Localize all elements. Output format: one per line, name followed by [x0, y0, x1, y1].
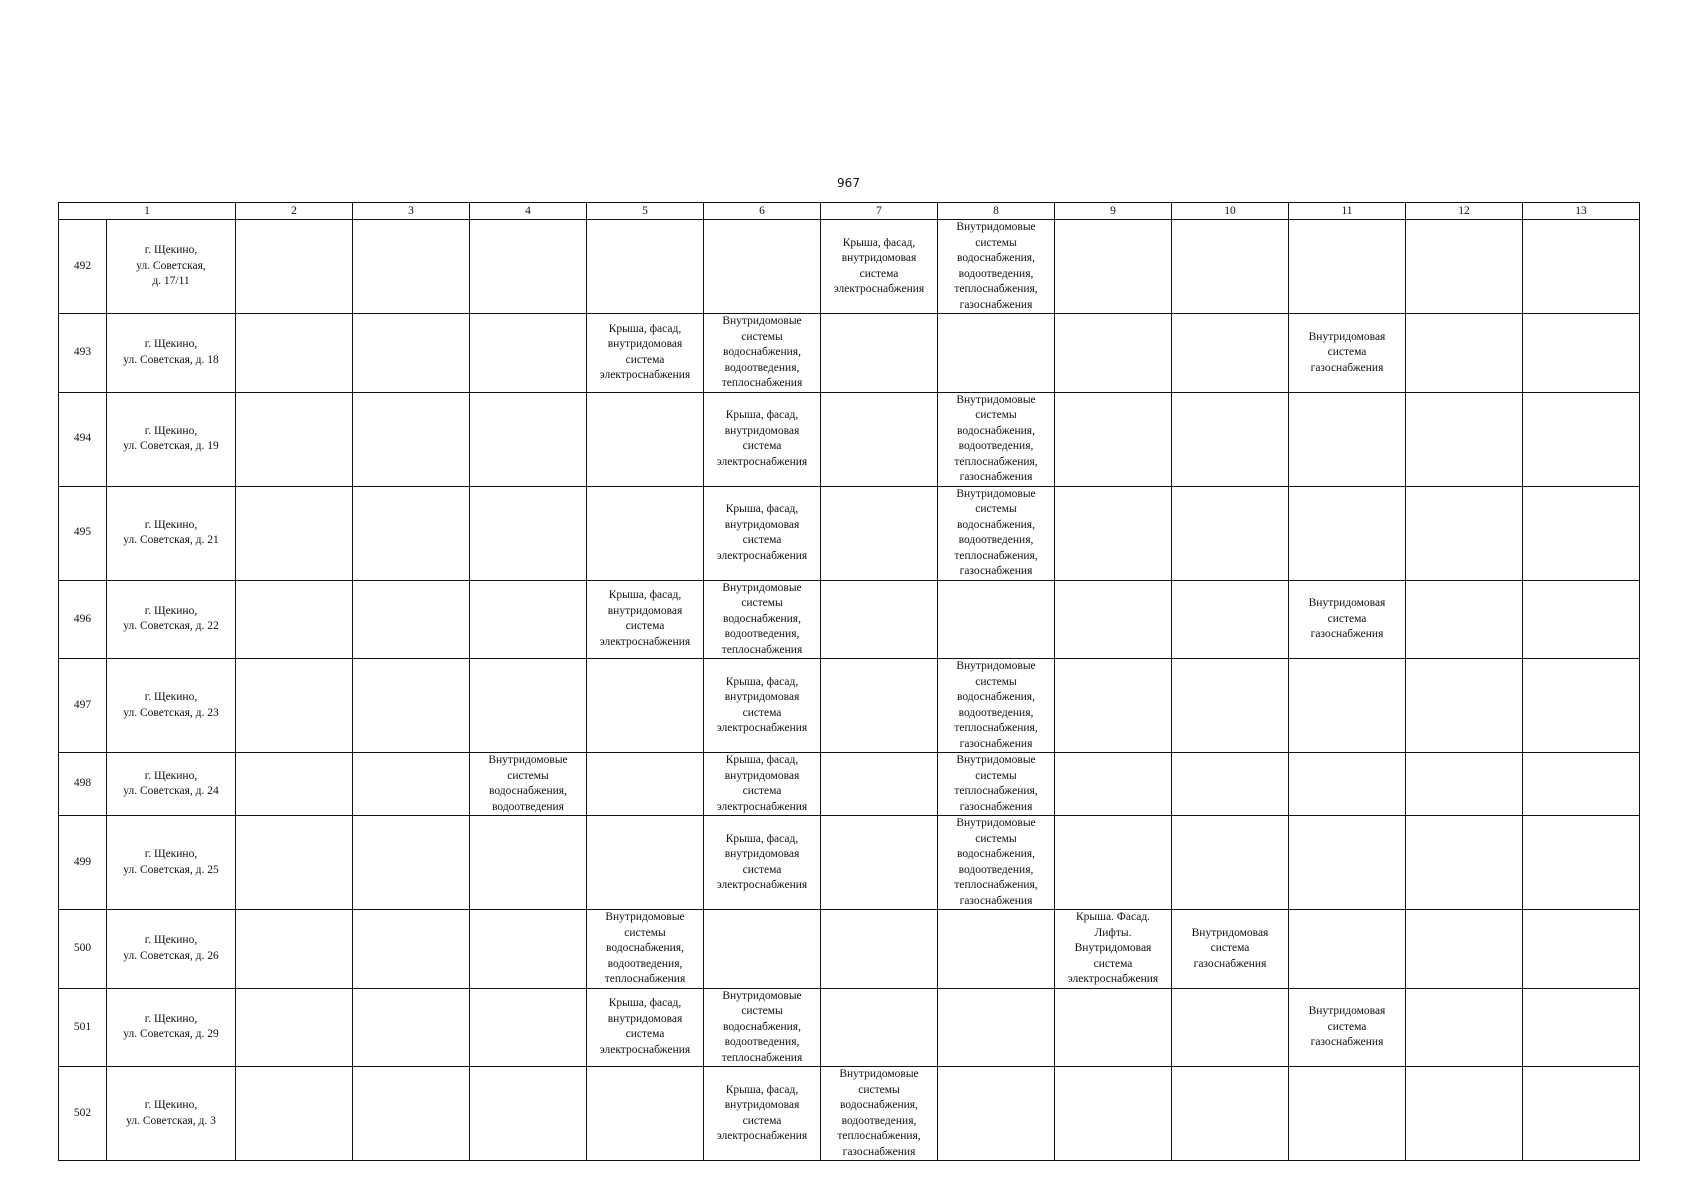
works-cell — [1406, 486, 1523, 580]
row-number: 497 — [59, 659, 107, 753]
works-cell — [1523, 816, 1640, 910]
works-cell — [353, 659, 470, 753]
column-header: 7 — [821, 203, 938, 220]
table-row — [59, 1067, 1640, 1161]
works-cell: Внутридомовые системы водоснабжения, водоотведения, теплоснабжения — [704, 314, 821, 393]
works-cell — [1523, 392, 1640, 486]
table-row — [59, 220, 1640, 314]
address-cell: г. Щекино, ул. Советская, д. 19 — [107, 392, 236, 486]
works-cell — [938, 580, 1055, 659]
address-cell: г. Щекино, ул. Советская, д. 17/11 — [107, 220, 236, 314]
works-cell: Внутридомовые системы водоснабжения, водоотведения, теплоснабжения, газоснабжения — [821, 1067, 938, 1161]
works-cell — [1523, 1067, 1640, 1161]
row-number: 502 — [59, 1067, 107, 1161]
works-cell — [821, 988, 938, 1067]
row-number: 495 — [59, 486, 107, 580]
works-cell — [236, 1067, 353, 1161]
works-cell — [1172, 486, 1289, 580]
works-cell — [1523, 220, 1640, 314]
works-cell — [470, 314, 587, 393]
works-cell — [1172, 988, 1289, 1067]
works-cell — [470, 486, 587, 580]
works-cell — [1172, 1067, 1289, 1161]
works-cell — [587, 486, 704, 580]
column-header: 4 — [470, 203, 587, 220]
works-cell — [1406, 314, 1523, 393]
works-cell — [821, 314, 938, 393]
works-cell — [236, 314, 353, 393]
address-cell: г. Щекино, ул. Советская, д. 26 — [107, 910, 236, 989]
works-cell — [353, 314, 470, 393]
works-cell — [1406, 1067, 1523, 1161]
works-cell — [938, 910, 1055, 989]
works-cell: Внутридомовые системы водоснабжения, водоотведения, теплоснабжения — [704, 580, 821, 659]
works-cell: Внутридомовые системы теплоснабжения, газоснабжения — [938, 753, 1055, 816]
works-cell — [1172, 392, 1289, 486]
works-cell — [470, 392, 587, 486]
works-cell — [236, 580, 353, 659]
address-cell: г. Щекино, ул. Советская, д. 22 — [107, 580, 236, 659]
works-cell: Внутридомовые системы водоснабжения, водоотведения — [470, 753, 587, 816]
table-row — [59, 753, 1640, 816]
works-cell: Крыша, фасад, внутридомовая система электроснабжения — [704, 486, 821, 580]
works-cell — [938, 1067, 1055, 1161]
works-cell — [587, 753, 704, 816]
works-cell — [1406, 753, 1523, 816]
works-cell — [1406, 580, 1523, 659]
works-cell — [1523, 314, 1640, 393]
works-cell — [353, 220, 470, 314]
works-cell: Крыша, фасад, внутридомовая система электроснабжения — [704, 816, 821, 910]
works-cell: Крыша, фасад, внутридомовая система электроснабжения — [587, 988, 704, 1067]
column-header: 11 — [1289, 203, 1406, 220]
works-cell — [236, 910, 353, 989]
works-cell — [938, 988, 1055, 1067]
table-row — [59, 910, 1640, 989]
works-cell — [1055, 988, 1172, 1067]
works-cell — [353, 1067, 470, 1161]
works-cell: Внутридомовая система газоснабжения — [1289, 988, 1406, 1067]
works-cell — [1523, 910, 1640, 989]
table-row — [59, 816, 1640, 910]
address-cell: г. Щекино, ул. Советская, д. 18 — [107, 314, 236, 393]
works-cell: Крыша, фасад, внутридомовая система электроснабжения — [704, 659, 821, 753]
works-cell — [236, 816, 353, 910]
works-cell — [1289, 220, 1406, 314]
table-row — [59, 580, 1640, 659]
works-cell — [1289, 486, 1406, 580]
works-cell — [1289, 659, 1406, 753]
works-cell — [821, 392, 938, 486]
works-cell: Внутридомовая система газоснабжения — [1172, 910, 1289, 989]
row-number: 499 — [59, 816, 107, 910]
table-row — [59, 392, 1640, 486]
row-number: 500 — [59, 910, 107, 989]
column-header: 3 — [353, 203, 470, 220]
table-row — [59, 988, 1640, 1067]
works-cell — [587, 816, 704, 910]
works-cell — [353, 816, 470, 910]
works-cell — [236, 486, 353, 580]
works-cell — [353, 988, 470, 1067]
works-cell — [587, 392, 704, 486]
works-cell — [1406, 988, 1523, 1067]
works-cell — [470, 988, 587, 1067]
works-cell — [1172, 659, 1289, 753]
works-cell — [1406, 220, 1523, 314]
works-cell — [704, 910, 821, 989]
works-cell: Внутридомовые системы водоснабжения, водоотведения, теплоснабжения, газоснабжения — [938, 659, 1055, 753]
works-cell — [821, 910, 938, 989]
works-cell — [236, 659, 353, 753]
works-cell — [1172, 220, 1289, 314]
works-cell — [821, 486, 938, 580]
address-cell: г. Щекино, ул. Советская, д. 21 — [107, 486, 236, 580]
works-cell: Крыша, фасад, внутридомовая система электроснабжения — [821, 220, 938, 314]
works-cell — [470, 816, 587, 910]
works-cell — [1289, 392, 1406, 486]
works-cell — [470, 659, 587, 753]
table-body — [59, 220, 1640, 1161]
works-cell — [1055, 1067, 1172, 1161]
works-cell — [470, 580, 587, 659]
works-cell: Внутридомовые системы водоснабжения, водоотведения, теплоснабжения — [704, 988, 821, 1067]
works-cell: Крыша, фасад, внутридомовая система электроснабжения — [587, 314, 704, 393]
works-cell — [353, 580, 470, 659]
column-header: 13 — [1523, 203, 1640, 220]
works-cell — [353, 392, 470, 486]
column-header: 9 — [1055, 203, 1172, 220]
works-cell — [587, 1067, 704, 1161]
works-cell — [587, 220, 704, 314]
works-cell: Крыша, фасад, внутридомовая система электроснабжения — [704, 392, 821, 486]
works-cell — [1289, 1067, 1406, 1161]
table-row — [59, 486, 1640, 580]
works-cell — [1055, 816, 1172, 910]
works-cell — [1406, 816, 1523, 910]
address-cell: г. Щекино, ул. Советская, д. 3 — [107, 1067, 236, 1161]
works-cell — [1406, 392, 1523, 486]
works-cell — [236, 988, 353, 1067]
row-number: 501 — [59, 988, 107, 1067]
works-cell — [1523, 988, 1640, 1067]
column-header: 2 — [236, 203, 353, 220]
works-cell — [353, 910, 470, 989]
works-cell — [1523, 580, 1640, 659]
works-cell: Крыша, фасад, внутридомовая система электроснабжения — [704, 1067, 821, 1161]
row-number: 492 — [59, 220, 107, 314]
works-cell — [821, 816, 938, 910]
works-cell: Крыша, фасад, внутридомовая система электроснабжения — [587, 580, 704, 659]
works-cell: Крыша, фасад, внутридомовая система электроснабжения — [704, 753, 821, 816]
works-cell — [1406, 659, 1523, 753]
works-cell — [821, 659, 938, 753]
column-header: 6 — [704, 203, 821, 220]
works-cell: Внутридомовые системы водоснабжения, водоотведения, теплоснабжения, газоснабжения — [938, 486, 1055, 580]
works-cell — [353, 753, 470, 816]
address-cell: г. Щекино, ул. Советская, д. 25 — [107, 816, 236, 910]
works-cell — [236, 753, 353, 816]
works-cell — [470, 1067, 587, 1161]
works-cell — [236, 392, 353, 486]
works-cell: Внутридомовые системы водоснабжения, водоотведения, теплоснабжения, газоснабжения — [938, 392, 1055, 486]
table-row — [59, 314, 1640, 393]
works-cell — [1055, 220, 1172, 314]
works-cell: Крыша. Фасад. Лифты. Внутридомовая система электроснабжения — [1055, 910, 1172, 989]
works-cell — [470, 910, 587, 989]
works-cell: Внутридомовые системы водоснабжения, водоотведения, теплоснабжения, газоснабжения — [938, 816, 1055, 910]
row-number: 494 — [59, 392, 107, 486]
column-header: 1 — [59, 203, 236, 220]
works-cell: Внутридомовые системы водоснабжения, водоотведения, теплоснабжения — [587, 910, 704, 989]
works-cell — [1055, 314, 1172, 393]
works-cell: Внутридомовая система газоснабжения — [1289, 314, 1406, 393]
address-cell: г. Щекино, ул. Советская, д. 24 — [107, 753, 236, 816]
column-header: 8 — [938, 203, 1055, 220]
row-number: 496 — [59, 580, 107, 659]
works-cell — [1055, 580, 1172, 659]
works-cell — [821, 580, 938, 659]
works-cell — [1172, 314, 1289, 393]
works-cell — [1523, 659, 1640, 753]
table-row — [59, 659, 1640, 753]
row-number: 498 — [59, 753, 107, 816]
works-cell: Внутридомовые системы водоснабжения, водоотведения, теплоснабжения, газоснабжения — [938, 220, 1055, 314]
column-header: 10 — [1172, 203, 1289, 220]
table-header — [59, 203, 1640, 220]
column-header: 5 — [587, 203, 704, 220]
address-cell: г. Щекино, ул. Советская, д. 29 — [107, 988, 236, 1067]
works-cell — [1406, 910, 1523, 989]
works-cell — [1289, 816, 1406, 910]
works-cell — [1523, 753, 1640, 816]
address-cell: г. Щекино, ул. Советская, д. 23 — [107, 659, 236, 753]
works-cell — [236, 220, 353, 314]
works-cell — [1055, 392, 1172, 486]
works-cell — [938, 314, 1055, 393]
works-cell — [1172, 580, 1289, 659]
works-cell — [821, 753, 938, 816]
works-cell — [1172, 816, 1289, 910]
works-cell — [587, 659, 704, 753]
works-cell: Внутридомовая система газоснабжения — [1289, 580, 1406, 659]
works-cell — [1289, 753, 1406, 816]
works-cell — [1523, 486, 1640, 580]
repair-schedule-table — [58, 202, 1640, 1161]
works-cell — [1172, 753, 1289, 816]
header-row — [59, 203, 1640, 220]
works-cell — [1055, 753, 1172, 816]
column-header: 12 — [1406, 203, 1523, 220]
row-number: 493 — [59, 314, 107, 393]
works-cell — [470, 220, 587, 314]
works-cell — [1289, 910, 1406, 989]
works-cell — [704, 220, 821, 314]
works-cell — [353, 486, 470, 580]
works-cell — [1055, 659, 1172, 753]
page-number: 967 — [837, 176, 860, 190]
works-cell — [1055, 486, 1172, 580]
